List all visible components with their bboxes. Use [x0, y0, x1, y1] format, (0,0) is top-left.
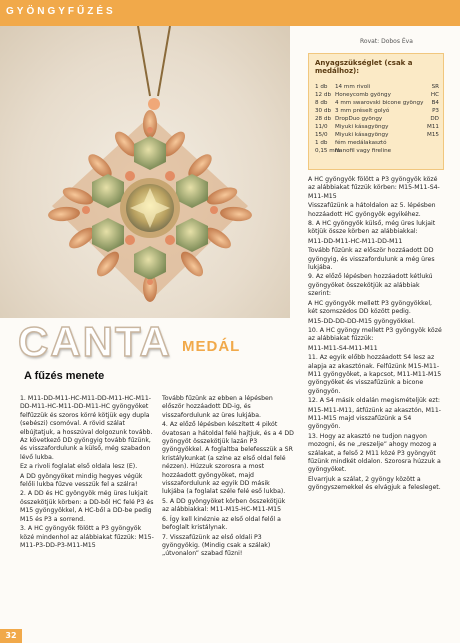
paragraph: M15-M11-M11, átfűzünk az akasztón, M11-M11-M15 majd visszafűzünk a S4 gyöngyön.	[308, 406, 442, 431]
text-column-1	[20, 395, 156, 551]
paragraph: A DD gyöngyöket mindig hegyes végük felőli lukba fűzve vesszük fel a szálra!	[20, 472, 143, 489]
paragraph: 12. A S4 másik oldalán megismételjük ezt:	[308, 397, 441, 405]
materials-title: Anyagszükséglet (csak a medálhoz):	[315, 59, 413, 75]
paragraph: 10. A HC gyöngy mellett P3 gyöngyök közé az alábbiakat fűzzük:	[308, 326, 442, 343]
paragraph: 11. Az egyik előbb hozzáadott S4 lesz az alapja az akasztónak. Felfűzünk M15-M11-M11 gyöngyöket, a kapcsot, M11-M11-M15 gyöngyöket és visszafűzünk a bicone gyöngyön.	[308, 354, 442, 395]
paragraph: M15-DD-DD-DD-M15 gyöngyökkel.	[308, 317, 416, 325]
paragraph: 7. Visszafűzünk az első oldali P3 gyöngyökig. (Mindig csak a szálak) „útvonalon” szabad fűzni!	[162, 533, 271, 558]
section-label: GYÖNGYFŰZÉS	[6, 6, 116, 17]
paragraph: 9. Az előző lépésben hozzáadott kétlukú gyöngyöket összekötjük az alábbiak szerint:	[308, 273, 433, 298]
paragraph: Ez a rivoli foglalat első oldala lesz (E).	[20, 463, 138, 471]
paragraph: Tovább fűzünk az ebben a lépésben először hozzáadott DD-ig, és visszafordulunk az üres lukjába.	[162, 395, 273, 419]
paragraph: A HC gyöngyök mellett P3 gyöngyökkel, két szomszédos DD között pedig.	[308, 299, 433, 316]
materials-box: Anyagszükséglet (csak a medálhoz): 1 db 14 mm rivoli SR 12 db Honeycomb gyöngy HC 8 db 4 mm swarovski bicone gyöngy B4 30 db 3 mm préselt golyó P3 28 db DropDuo gyöngy DD 11/0 Miyuki kásagyöngy M11 15/0 Miyuki kásagyöngy M15 1 db fém medálakasztó 0,15 mm Nanofil vagy fireline	[308, 53, 444, 170]
paragraph: 4. Az előző lépésben készített 4 pikót óvatosan a hátoldal felé hajtjuk, és a 4 DD gyöngyöt összekötjük lazán P3 gyöngyökkel. A foglaltba belefesszük a SR kristálykunkat (a színe az első oldal felé nézzen). Húzzuk szorosra a most hozzáadott gyöngyöket, majd visszafordulunk az egyik DD másik lukjába (a foglalat széle felé eső lukba).	[162, 421, 294, 496]
paragraph: A HC gyöngyök fölött a P3 gyöngyök közé az alábbiakat fűzzük körben: M15-M11-S4-M11-M15	[308, 176, 440, 200]
paragraph: Tovább fűzünk az először hozzáadott DD gyöngyig, és visszafordulunk a még üres lukjába.	[308, 247, 435, 272]
page-number: 32	[0, 629, 22, 643]
section-heading: A fűzés menete	[24, 370, 105, 382]
paragraph: 13. Hogy az akasztó ne tudjon nagyon mozogni, és ne „reszelje” ahogy mozog a szálakat, a felső 2 M11 közé P3 gyöngyöt fűzünk mindkét oldalon. Szorosra húzzuk a gyöngyöket.	[308, 432, 441, 474]
text-column-3	[308, 176, 442, 494]
article-title	[18, 318, 298, 366]
paragraph: 3. A HC gyöngyök fölött a P3 gyöngyök közé mindenhol az alábbiakat fűzzük: M15-M11-P3-DD-P3-M11-M15	[20, 525, 154, 549]
text-column-2	[162, 395, 294, 560]
author-credit: Rovat: Dobos Éva	[360, 38, 413, 45]
paragraph: 1. M11-DD-M11-HC-M11-DD-M11-HC-M11-DD-M11-HC-M11-DD-M11-HC gyöngyöket felfűzzük és szoros körré kötjük egy dupla (sebészi) csomóval. A rövid szálat elbújtatjuk, a hosszúval dolgozunk tovább. Az következő DD gyöngyig tovább fűzünk, és visszafordulunk a külső, még szabadon lévő lukba.	[20, 395, 153, 461]
paragraph: 2. A DD és HC gyöngyök még üres lukjait összekötjük körben: a DD-ből HC felé P3 és M15 gyöngyökkel, A HC-ből a DD-be pedig M15 és P3 a sorrend.	[20, 490, 154, 523]
paragraph: 5. A DD gyöngyöket körben összekötjük az alábbiakkal: M11-M15-HC-M11-M15	[162, 497, 286, 514]
pendant-illustration	[0, 26, 290, 318]
paragraph: Elvarrjuk a szálat, 2 gyöngy között a gyöngyszemekkel és elvágjuk a felesleget.	[308, 475, 441, 492]
pendant-photo	[0, 26, 290, 318]
paragraph: M11-DD-M11-HC-M11-DD-M11	[308, 237, 403, 245]
title-main: CANTA	[18, 318, 172, 365]
paragraph: 6. Így kell kinéznie az első oldal felől a befoglalt kristálynak.	[162, 515, 281, 532]
title-sub: MEDÁL	[182, 338, 241, 355]
paragraph: 8. A HC gyöngyök külső, még üres lukjait kötjük össze körben az alábbiakkal:	[308, 220, 436, 236]
paragraph: M11-M11-S4-M11-M11	[308, 344, 378, 352]
paragraph: Visszafűzünk a hátoldalon az 5. lépésben hozzáadott HC gyöngyök egyikéhez.	[308, 202, 436, 218]
top-bar	[0, 0, 460, 26]
